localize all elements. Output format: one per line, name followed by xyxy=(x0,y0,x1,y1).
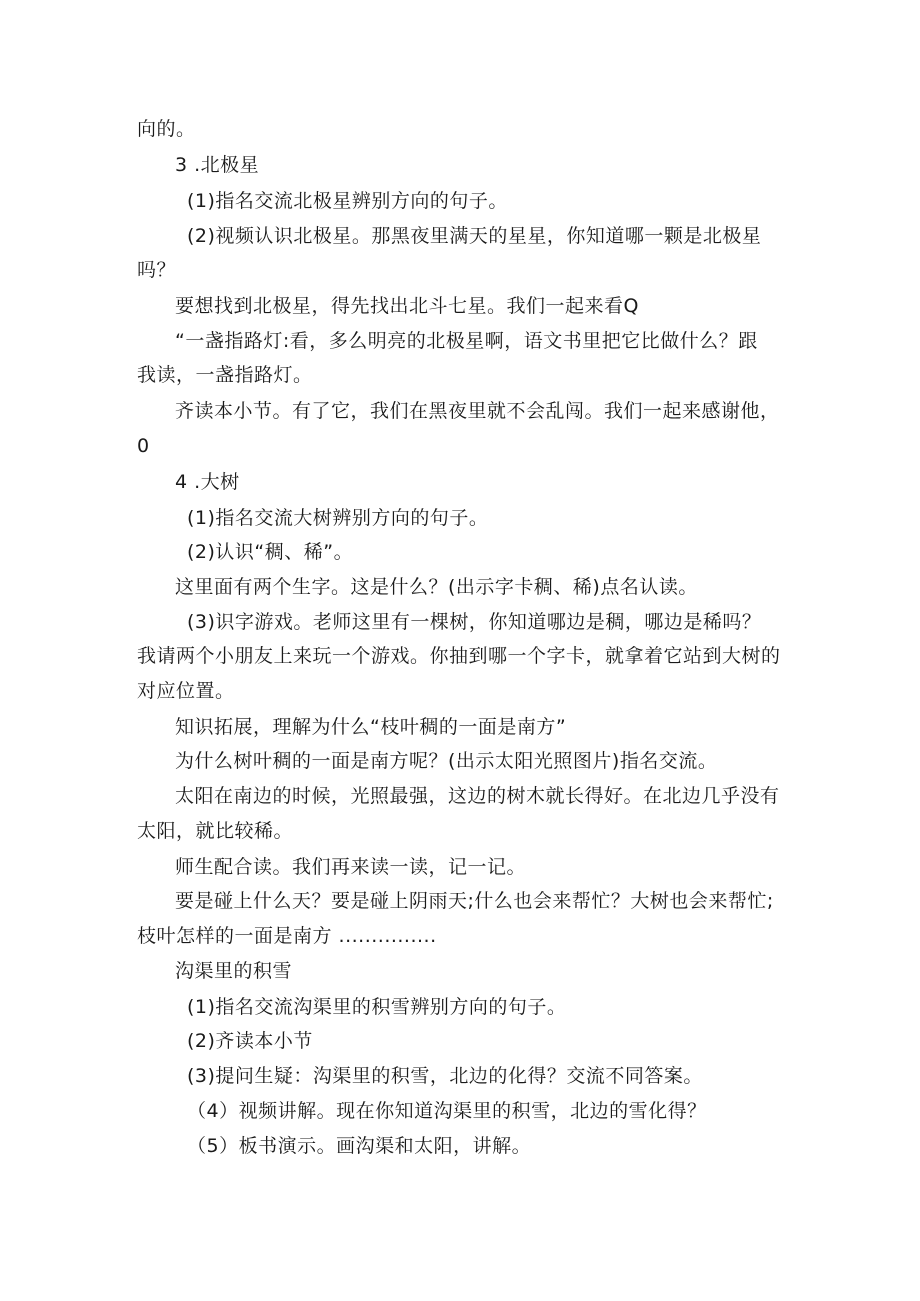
text-line: 枝叶怎样的一面是南方 ............... xyxy=(137,925,437,947)
text-line: “一盏指路灯:看，多么明亮的北极星啊，语文书里把它比做什么？跟 xyxy=(175,330,758,352)
text-line: 我请两个小朋友上来玩一个游戏。你抽到哪一个字卡，就拿着它站到大树的 xyxy=(137,645,781,667)
text-line: 吗？ xyxy=(137,259,177,281)
text-line: (1)指名交流大树辨别方向的句子。 xyxy=(187,507,489,529)
text-line: 要想找到北极星，得先找出北斗七星。我们一起来看Q xyxy=(175,295,639,317)
text-line: (2)齐读本小节 xyxy=(187,1030,313,1052)
text-line: 要是碰上什么天？要是碰上阴雨天;什么也会来帮忙？大树也会来帮忙; xyxy=(175,890,774,912)
text-line: (3)识字游戏。老师这里有一棵树，你知道哪边是稠，哪边是稀吗？ xyxy=(187,611,762,633)
text-line: 0 xyxy=(137,435,150,457)
text-line: 师生配合读。我们再来读一读，记一记。 xyxy=(175,856,527,878)
text-line: 为什么树叶稠的一面是南方呢？(出示太阳光照图片)指名交流。 xyxy=(175,750,718,772)
text-line: (2)视频认识北极星。那黑夜里满天的星星，你知道哪一颗是北极星 xyxy=(187,225,762,247)
text-line: 齐读本小节。有了它，我们在黑夜里就不会乱闯。我们一起来感谢他， xyxy=(175,400,780,422)
text-line: (1)指名交流沟渠里的积雪辨别方向的句子。 xyxy=(187,996,567,1018)
text-line: 我读，一盏指路灯。 xyxy=(137,364,313,386)
text-line: 知识拓展，理解为什么“枝叶稠的一面是南方” xyxy=(175,716,567,738)
text-line: (2)认识“稠、稀”。 xyxy=(187,541,354,563)
text-line: 这里面有两个生字。这是什么？(出示字卡稠、稀)点名认读。 xyxy=(175,576,698,598)
text-line: (1)指名交流北极星辨别方向的句子。 xyxy=(187,190,508,212)
text-line: 对应位置。 xyxy=(137,680,235,702)
text-line: 太阳，就比较稀。 xyxy=(137,820,294,842)
section-heading: 3 .北极星 xyxy=(175,154,260,176)
section-heading: 沟渠里的积雪 xyxy=(175,960,293,982)
text-line: （4）视频讲解。现在你知道沟渠里的积雪，北边的雪化得？ xyxy=(187,1100,707,1122)
text-line: （5）板书演示。画沟渠和太阳，讲解。 xyxy=(187,1135,532,1157)
text-line: 向的。 xyxy=(137,118,196,140)
section-heading: 4 .大树 xyxy=(175,471,240,493)
text-line: 太阳在南边的时候，光照最强，这边的树木就长得好。在北边几乎没有 xyxy=(175,785,780,807)
text-line: (3)提问生疑：沟渠里的积雪，北边的化得？交流不同答案。 xyxy=(187,1065,703,1087)
